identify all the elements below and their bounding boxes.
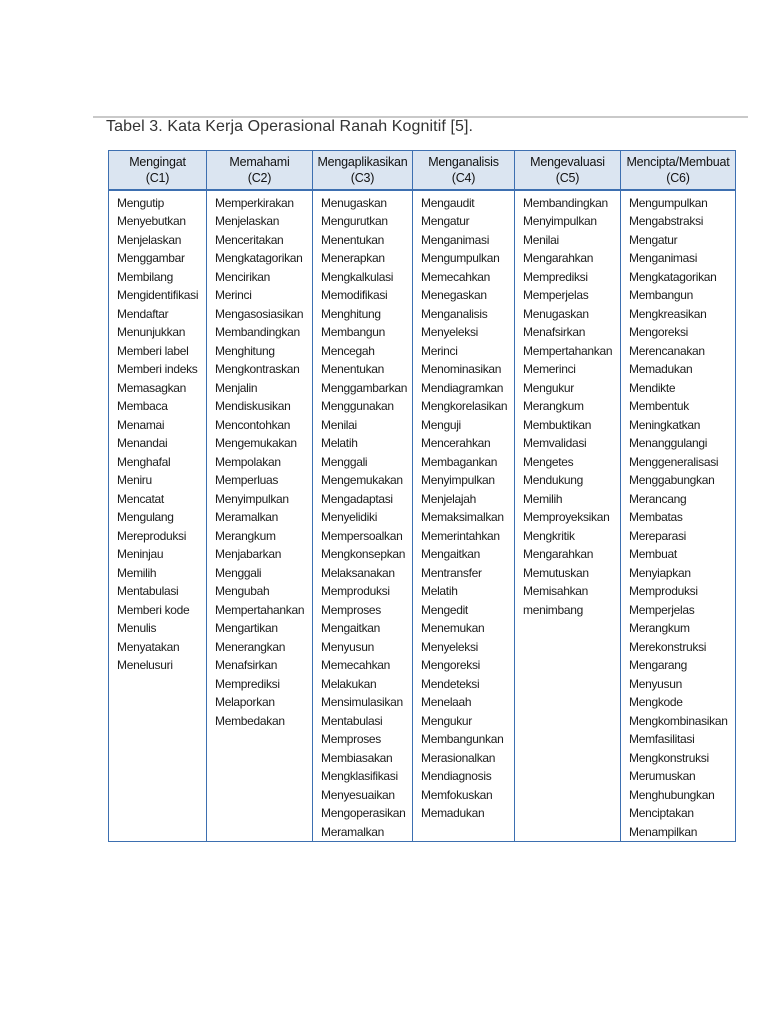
verb-item: Menjalin bbox=[215, 380, 258, 395]
header-row bbox=[109, 151, 736, 190]
verb-item: Mengumpulkan bbox=[421, 251, 500, 265]
verb-item: Menganimasi bbox=[421, 232, 490, 247]
verb-item: Menafsirkan bbox=[523, 325, 586, 339]
verb-item: Menafsirkan bbox=[215, 658, 278, 672]
verb-item: Menghafal bbox=[117, 454, 171, 469]
verb-item: Merangkum bbox=[215, 528, 276, 543]
verb-item: Mengatur bbox=[421, 214, 470, 228]
verb-item: Menyimpulkan bbox=[523, 214, 597, 228]
verb-item: Menyesuaikan bbox=[321, 787, 395, 802]
verb-item: Menominasikan bbox=[421, 362, 502, 376]
verb-item: Memfasilitasi bbox=[629, 732, 695, 746]
verb-item: Mendiagnosis bbox=[421, 769, 492, 783]
verb-item: Menentukan bbox=[321, 232, 385, 247]
verb-item: Mendeteksi bbox=[421, 676, 480, 691]
verb-item: Mengemukakan bbox=[215, 436, 297, 450]
verb-item: Mengklasifikasi bbox=[321, 769, 398, 783]
verb-item: Membiasakan bbox=[321, 750, 393, 765]
verb-item: Mengemukakan bbox=[321, 473, 403, 487]
verb-item: Menerangkan bbox=[215, 639, 286, 654]
verb-item: Mencontohkan bbox=[215, 417, 291, 432]
verb-item: Memvalidasi bbox=[523, 436, 587, 450]
verb-item: Menghitung bbox=[321, 306, 381, 321]
verb-item: Mengidentifikasi bbox=[117, 288, 199, 302]
verb-item: Menciptakan bbox=[629, 806, 694, 820]
verb-item: Mengoperasikan bbox=[321, 806, 406, 820]
verb-item: Mendikte bbox=[629, 380, 676, 395]
header-c5 bbox=[515, 151, 621, 190]
verb-item: Merinci bbox=[215, 288, 252, 302]
verb-item: Memadukan bbox=[421, 806, 485, 820]
verb-item: Memerintahkan bbox=[421, 528, 500, 543]
verb-item: Menemukan bbox=[421, 621, 485, 635]
column-c5 bbox=[515, 190, 621, 842]
verb-item: Mengkonstruksi bbox=[629, 750, 709, 765]
verb-item: Memisahkan bbox=[523, 584, 589, 598]
header-c4 bbox=[413, 151, 515, 190]
verb-item: Mengarahkan bbox=[523, 547, 594, 561]
verb-item: Mencegah bbox=[321, 343, 375, 358]
header-title: Mencipta/Membuat bbox=[626, 155, 730, 169]
verb-item: Mengarahkan bbox=[523, 251, 594, 265]
verb-item: Mempersoalkan bbox=[321, 528, 403, 543]
verb-item: Mengkontraskan bbox=[215, 362, 300, 376]
verb-item: Mengarang bbox=[629, 658, 688, 672]
body-row bbox=[109, 190, 736, 842]
verb-item: Mengkreasikan bbox=[629, 306, 707, 321]
verb-item: Memperjelas bbox=[629, 602, 695, 617]
verb-item: Menganimasi bbox=[629, 251, 698, 265]
verb-item: Menjelajah bbox=[421, 491, 477, 506]
verb-list-c4 bbox=[413, 191, 514, 823]
verb-item: Menggeneralisasi bbox=[629, 454, 719, 469]
verb-list-c1 bbox=[109, 191, 206, 675]
verb-item: Menggabungkan bbox=[629, 473, 715, 487]
table-caption: Tabel 3. Kata Kerja Operasional Ranah Kognitif [5]. bbox=[106, 118, 474, 135]
verb-item: Meramalkan bbox=[321, 824, 385, 839]
verb-list-c2 bbox=[207, 191, 312, 731]
verb-item: Mensimulasikan bbox=[321, 695, 403, 709]
verb-item: Mempolakan bbox=[215, 454, 281, 469]
verb-item: Memproses bbox=[321, 602, 381, 617]
verb-item: Mengukur bbox=[523, 380, 574, 395]
verb-item: Mentabulasi bbox=[321, 713, 383, 728]
verb-item: Menegaskan bbox=[421, 288, 487, 302]
verb-item: Merangkum bbox=[629, 621, 690, 635]
header-code: (C3) bbox=[350, 171, 375, 185]
verb-item: Menilai bbox=[523, 232, 559, 247]
verb-item: Menulis bbox=[117, 621, 157, 635]
verb-item: Memperluas bbox=[215, 473, 279, 487]
verb-item: Memilih bbox=[523, 491, 563, 506]
verb-item: Menghubungkan bbox=[629, 787, 715, 802]
header-c6 bbox=[621, 151, 736, 190]
header-c1 bbox=[109, 151, 207, 190]
verb-item: Mendiskusikan bbox=[215, 399, 291, 413]
verb-item: Membilang bbox=[117, 269, 173, 284]
verb-item: Memfokuskan bbox=[421, 787, 493, 802]
column-c1 bbox=[109, 190, 207, 842]
verb-item: Mengubah bbox=[215, 584, 270, 598]
verb-item: Menyeleksi bbox=[421, 325, 479, 339]
verb-item: menimbang bbox=[523, 602, 584, 617]
verb-item: Menggambar bbox=[117, 251, 185, 265]
verb-item: Menyebutkan bbox=[117, 214, 186, 228]
verb-item: Menjelaskan bbox=[117, 232, 182, 247]
header-title: Memahami bbox=[229, 155, 290, 169]
header-title: Mengaplikasikan bbox=[317, 155, 408, 169]
verb-item: Mengkorelasikan bbox=[421, 399, 508, 413]
verb-item: Mereproduksi bbox=[117, 528, 187, 543]
verb-item: Mengatur bbox=[629, 232, 678, 247]
verb-item: Menyimpulkan bbox=[215, 491, 289, 506]
verb-item: Melatih bbox=[421, 584, 458, 598]
header-code: (C6) bbox=[666, 171, 690, 185]
verb-item: Membagankan bbox=[421, 454, 498, 469]
verb-item: Menyeleksi bbox=[421, 639, 479, 654]
verb-item: Mengaudit bbox=[421, 195, 475, 210]
verb-item: Merangkum bbox=[523, 399, 584, 413]
verb-item: Mempertahankan bbox=[523, 343, 613, 358]
verb-item: Memecahkan bbox=[321, 658, 391, 672]
verb-item: Merancang bbox=[629, 491, 687, 506]
header-code: (C1) bbox=[145, 171, 170, 185]
verb-item: Menyusun bbox=[321, 639, 374, 654]
verb-item: Memasagkan bbox=[117, 380, 187, 395]
verb-item: Membangunkan bbox=[421, 732, 504, 746]
verb-item: Mengkatagorikan bbox=[215, 251, 303, 265]
verb-item: Membentuk bbox=[629, 399, 689, 413]
verb-item: Mengumpulkan bbox=[629, 195, 708, 210]
verb-item: Melaksanakan bbox=[321, 565, 395, 580]
verb-item: Menggambarkan bbox=[321, 380, 408, 395]
verb-item: Mengutip bbox=[117, 195, 164, 210]
verb-item: Menerapkan bbox=[321, 251, 385, 265]
verb-item: Memproduksi bbox=[321, 584, 390, 598]
verb-item: Memutuskan bbox=[523, 565, 589, 580]
header-title: Mengevaluasi bbox=[530, 155, 605, 169]
verb-item: Mencatat bbox=[117, 491, 164, 506]
verb-item: Mencerahkan bbox=[421, 436, 491, 450]
column-c3 bbox=[313, 190, 413, 842]
verb-list-c5 bbox=[515, 191, 620, 620]
header-code: (C5) bbox=[555, 171, 580, 185]
verb-item: Menampilkan bbox=[629, 824, 698, 839]
verb-item: Mengabstraksi bbox=[629, 214, 704, 228]
verb-item: Menguji bbox=[421, 417, 461, 432]
verb-item: Menghitung bbox=[215, 343, 275, 358]
column-c2 bbox=[207, 190, 313, 842]
verb-item: Mencirikan bbox=[215, 269, 271, 284]
verb-item: Memberi kode bbox=[117, 602, 190, 617]
verb-item: Menamai bbox=[117, 417, 165, 432]
verb-item: Menggali bbox=[321, 454, 368, 469]
verb-item: Menggunakan bbox=[321, 399, 394, 413]
verb-item: Menyimpulkan bbox=[421, 473, 495, 487]
verb-item: Menjelaskan bbox=[215, 214, 280, 228]
verb-item: Memberi label bbox=[117, 343, 189, 358]
verb-item: Melaporkan bbox=[215, 695, 275, 709]
verb-item: Mengkalkulasi bbox=[321, 269, 394, 284]
verb-item: Meningkatkan bbox=[629, 417, 701, 432]
header-title: Menganalisis bbox=[428, 155, 499, 169]
column-c6 bbox=[621, 190, 736, 842]
verb-item: Mendiagramkan bbox=[421, 380, 504, 395]
verb-item: Memprediksi bbox=[523, 269, 588, 284]
verb-item: Menilai bbox=[321, 417, 357, 432]
verb-item: Membuat bbox=[629, 547, 677, 561]
verb-item: Merumuskan bbox=[629, 769, 696, 783]
verb-item: Mengkritik bbox=[523, 528, 575, 543]
verb-item: Mengkatagorikan bbox=[629, 269, 717, 284]
verb-item: Melakukan bbox=[321, 676, 377, 691]
verb-item: Memperjelas bbox=[523, 288, 589, 302]
verb-item: Memprediksi bbox=[215, 676, 280, 691]
verb-item: Mereparasi bbox=[629, 528, 687, 543]
verb-list-c3 bbox=[313, 191, 412, 842]
verb-item: Memproyeksikan bbox=[523, 510, 610, 524]
verb-item: Menjabarkan bbox=[215, 547, 282, 561]
verb-item: Merekonstruksi bbox=[629, 639, 707, 654]
verb-item: Membandingkan bbox=[523, 195, 608, 210]
verb-item: Membangun bbox=[321, 325, 386, 339]
verb-item: Merencanakan bbox=[629, 343, 705, 358]
verb-item: Menentukan bbox=[321, 362, 385, 376]
verb-item: Mengaitkan bbox=[421, 547, 481, 561]
verb-item: Membaca bbox=[117, 399, 168, 413]
verb-item: Mentabulasi bbox=[117, 584, 179, 598]
verb-item: Membatas bbox=[629, 510, 683, 524]
verb-item: Menunjukkan bbox=[117, 325, 186, 339]
verb-item: Mentransfer bbox=[421, 565, 482, 580]
column-c4 bbox=[413, 190, 515, 842]
verb-item: Memilih bbox=[117, 565, 157, 580]
verb-item: Mendaftar bbox=[117, 306, 169, 321]
verb-item: Merasionalkan bbox=[421, 750, 496, 765]
verb-item: Meniru bbox=[117, 473, 152, 487]
verb-item: Meninjau bbox=[117, 547, 164, 561]
header-title: Mengingat bbox=[129, 155, 186, 169]
verb-item: Memerinci bbox=[523, 362, 576, 376]
verb-item: Mengaitkan bbox=[321, 621, 381, 635]
verb-item: Menyelidiki bbox=[321, 510, 378, 524]
verb-item: Mengurutkan bbox=[321, 214, 388, 228]
verb-item: Melatih bbox=[321, 436, 358, 450]
verb-item: Mempertahankan bbox=[215, 602, 305, 617]
header-c2 bbox=[207, 151, 313, 190]
verb-item: Memproses bbox=[321, 732, 381, 746]
verb-item: Menyusun bbox=[629, 676, 682, 691]
verb-item: Menelaah bbox=[421, 695, 472, 709]
verb-item: Mengartikan bbox=[215, 621, 278, 635]
header-code: (C4) bbox=[451, 171, 476, 185]
verb-item: Menanggulangi bbox=[629, 436, 708, 450]
verb-item: Mengetes bbox=[523, 454, 574, 469]
verb-item: Memecahkan bbox=[421, 269, 491, 284]
verb-item: Mengasosiasikan bbox=[215, 306, 304, 321]
verb-item: Mengkonsepkan bbox=[321, 547, 406, 561]
verb-list-c6 bbox=[621, 191, 735, 842]
verb-item: Membuktikan bbox=[523, 417, 592, 432]
verb-item: Menceritakan bbox=[215, 232, 284, 247]
verb-item: Membangun bbox=[629, 288, 694, 302]
verb-item: Merinci bbox=[421, 343, 458, 358]
verb-item: Mengkombinasikan bbox=[629, 713, 728, 728]
verb-item: Memadukan bbox=[629, 362, 693, 376]
header-c3 bbox=[313, 151, 413, 190]
verb-item: Meramalkan bbox=[215, 510, 279, 524]
verb-item: Menugaskan bbox=[523, 306, 589, 321]
verb-item: Memaksimalkan bbox=[421, 510, 504, 524]
verb-item: Membedakan bbox=[215, 713, 285, 728]
verb-item: Mengoreksi bbox=[629, 325, 689, 339]
cognitive-verbs-table bbox=[108, 150, 736, 842]
verb-item: Membandingkan bbox=[215, 325, 300, 339]
verb-item: Mengukur bbox=[421, 713, 472, 728]
verb-item: Menelusuri bbox=[117, 658, 173, 672]
verb-item: Menandai bbox=[117, 436, 168, 450]
verb-item: Mengoreksi bbox=[421, 658, 481, 672]
verb-item: Mengedit bbox=[421, 602, 468, 617]
header-code: (C2) bbox=[247, 171, 272, 185]
verb-item: Menugaskan bbox=[321, 195, 387, 210]
verb-item: Menganalisis bbox=[421, 306, 488, 321]
verb-item: Memproduksi bbox=[629, 584, 698, 598]
verb-item: Memberi indeks bbox=[117, 362, 198, 376]
verb-item: Memperkirakan bbox=[215, 195, 294, 210]
verb-item: Mendukung bbox=[523, 473, 584, 487]
verb-item: Mengadaptasi bbox=[321, 491, 393, 506]
verb-item: Menyiapkan bbox=[629, 565, 691, 580]
verb-item: Mengkode bbox=[629, 695, 683, 709]
verb-item: Menggali bbox=[215, 565, 262, 580]
verb-item: Mengulang bbox=[117, 510, 174, 524]
verb-item: Menyatakan bbox=[117, 639, 180, 654]
verb-item: Memodifikasi bbox=[321, 288, 388, 302]
